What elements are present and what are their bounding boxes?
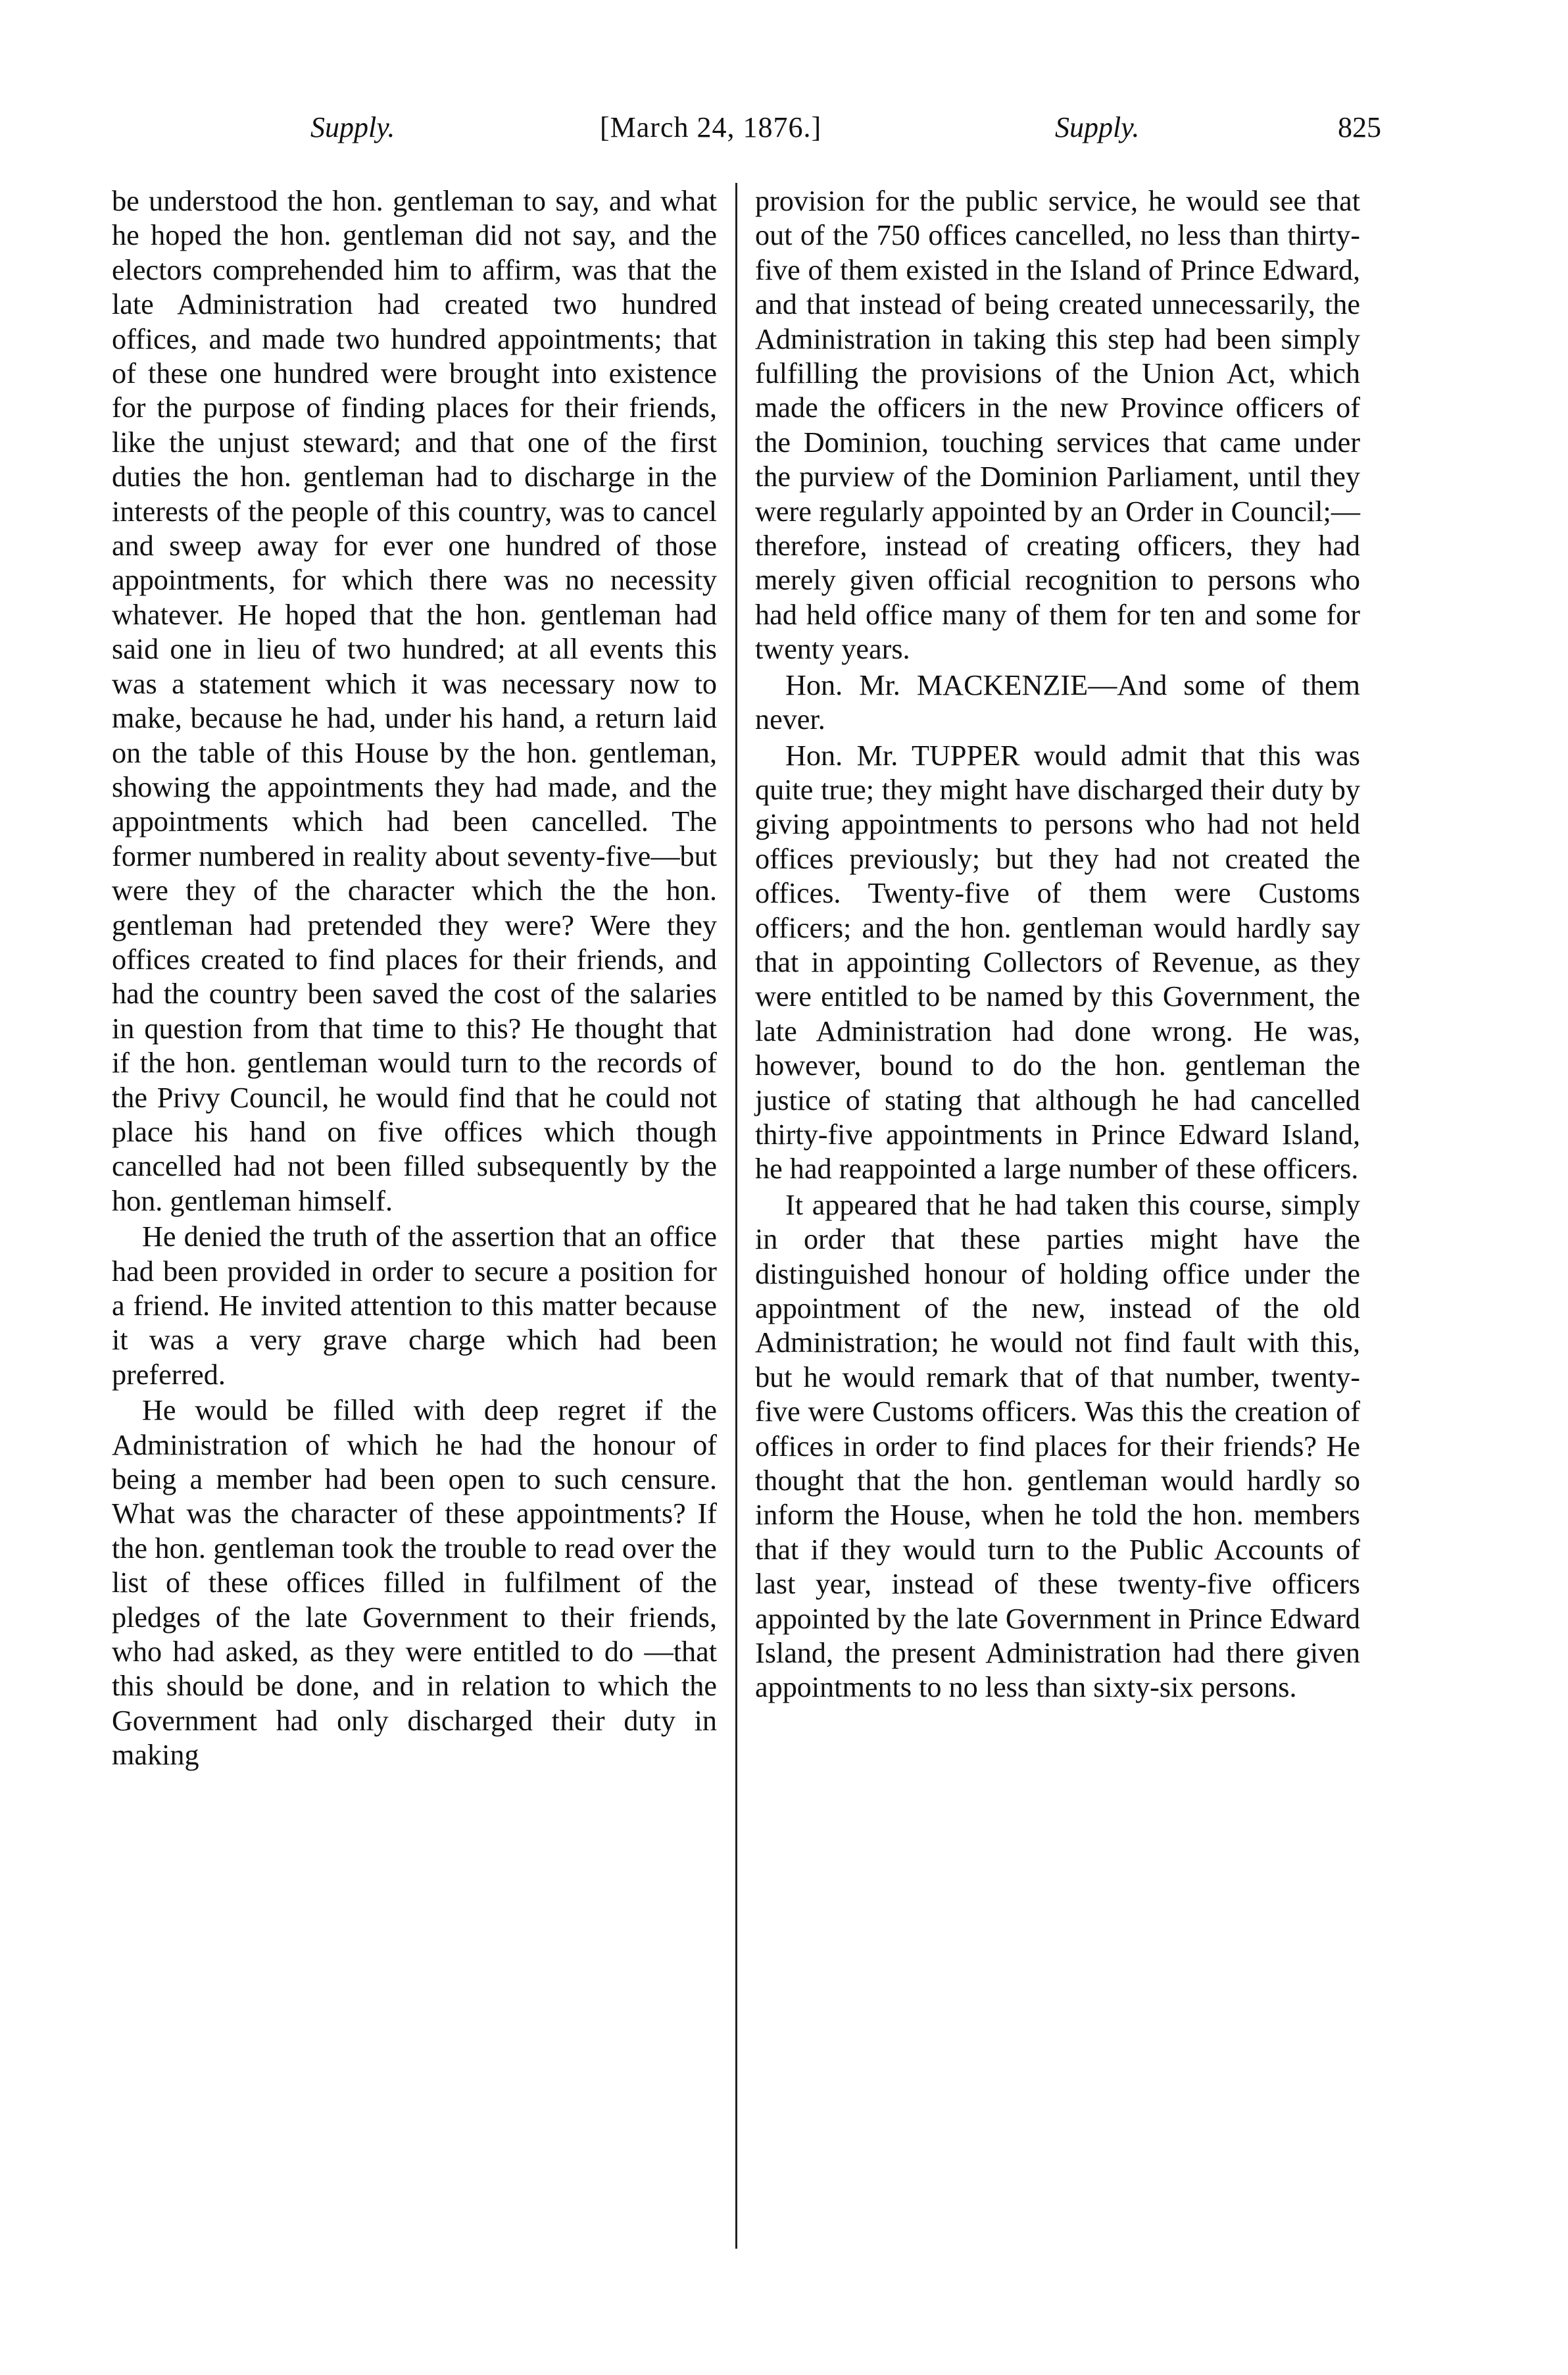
paragraph: It appeared that he had taken this course, simply in order that these parties might have the distinguished honour of holding office under the appointment of the new, instead of the old Administration; he would not find fault with this, but he would remark that of that number, twenty-five were Customs officers. Was this the creation of offices in order to find places for their friends? He thought that the hon. gentleman would hardly so inform the House, when he told the hon. members that if they would turn to the Public Accounts of last year, instead of these twenty-five officers appointed by the late Government in Prince Edward Island, the present Administration had there given appointments to no less than sixty-six persons. <box>755 1188 1360 1704</box>
column-divider <box>735 183 737 2249</box>
left-column <box>112 184 717 1774</box>
page-header <box>310 111 1381 157</box>
paragraph: provision for the public service, he would see that out of the 750 offices cancelled, no less than thirty-five of them existed in the Island of Prince Edward, and that instead of being created unnecessarily, the Administration in taking this step had been simply fulfilling the provisions of the Union Act, which made the officers in the new Province officers of the Dominion, touching services that came under the purview of the Dominion Parliament, until they were regularly appointed by an Order in Council;—therefore, instead of creating officers, they had merely given official recognition to persons who had held office many of them for ten and some for twenty years. <box>755 185 1360 666</box>
page-number: 825 <box>1338 111 1381 143</box>
running-head-left: Supply. <box>310 111 395 143</box>
running-head-date: [March 24, 1876.] <box>600 111 822 143</box>
paragraph: He would be filled with deep regret if the Administration of which he had the honour of being a member had been open to such censure. What was the character of these appointments? If the hon. gentleman took the trouble to read over the list of these offices filled in fulfilment of the pledges of the late Government to their friends, who had asked, as they were entitled to do —that this should be done, and in relation to which the Government had only discharged their duty in making <box>112 1394 717 1772</box>
paragraph: Hon. Mr. MACKENZIE—And some of them never. <box>755 668 1360 736</box>
paragraph: Hon. Mr. TUPPER would admit that this was quite true; they might have discharged their duty by giving appointments to persons who had not held offices previously; but they had not created the offices. Twenty-five of them were Customs officers; and the hon. gentleman would hardly say that in appointing Collectors of Revenue, as they were entitled to be named by this Government, the late Administration had done wrong. He was, however, bound to do the hon. gentleman the justice of stating that although he had cancelled thirty-five appointments in Prince Edward Island, he had reappointed a large number of these officers. <box>755 739 1360 1186</box>
running-head-right: Supply. <box>1055 111 1140 143</box>
right-column <box>755 184 1360 1707</box>
paragraph: He denied the truth of the assertion that an office had been provided in order to secure a position for a friend. He invited attention to this matter because it was a very grave charge which had been preferred. <box>112 1220 717 1391</box>
paragraph: be understood the hon. gentleman to say, and what he hoped the hon. gentleman did not say, and the electors comprehended him to affirm, was that the late Administration had created two hundred offices, and made two hundred appointments; that of these one hundred were brought into existence for the purpose of finding places for their friends, like the unjust steward; and that one of the first duties the hon. gentleman had to discharge in the interests of the people of this country, was to cancel and sweep away for ever one hundred of those appointments, for which there was no necessity whatever. He hoped that the hon. gentleman had said one in lieu of two hundred; at all events this was a statement which it was necessary now to make, because he had, under his hand, a return laid on the table of this House by the hon. gentleman, showing the appointments they had made, and the appointments which had been cancelled. The former numbered in reality about seventy-five—but were they of the character which the the hon. gentleman had pretended they were? Were they offices created to find places for their friends, and had the country been saved the cost of the salaries in question from that time to this? He thought that if the hon. gentleman would turn to the records of the Privy Council, he would find that he could not place his hand on five offices which though cancelled had not been filled subsequently by the hon. gentleman himself. <box>112 185 717 1217</box>
